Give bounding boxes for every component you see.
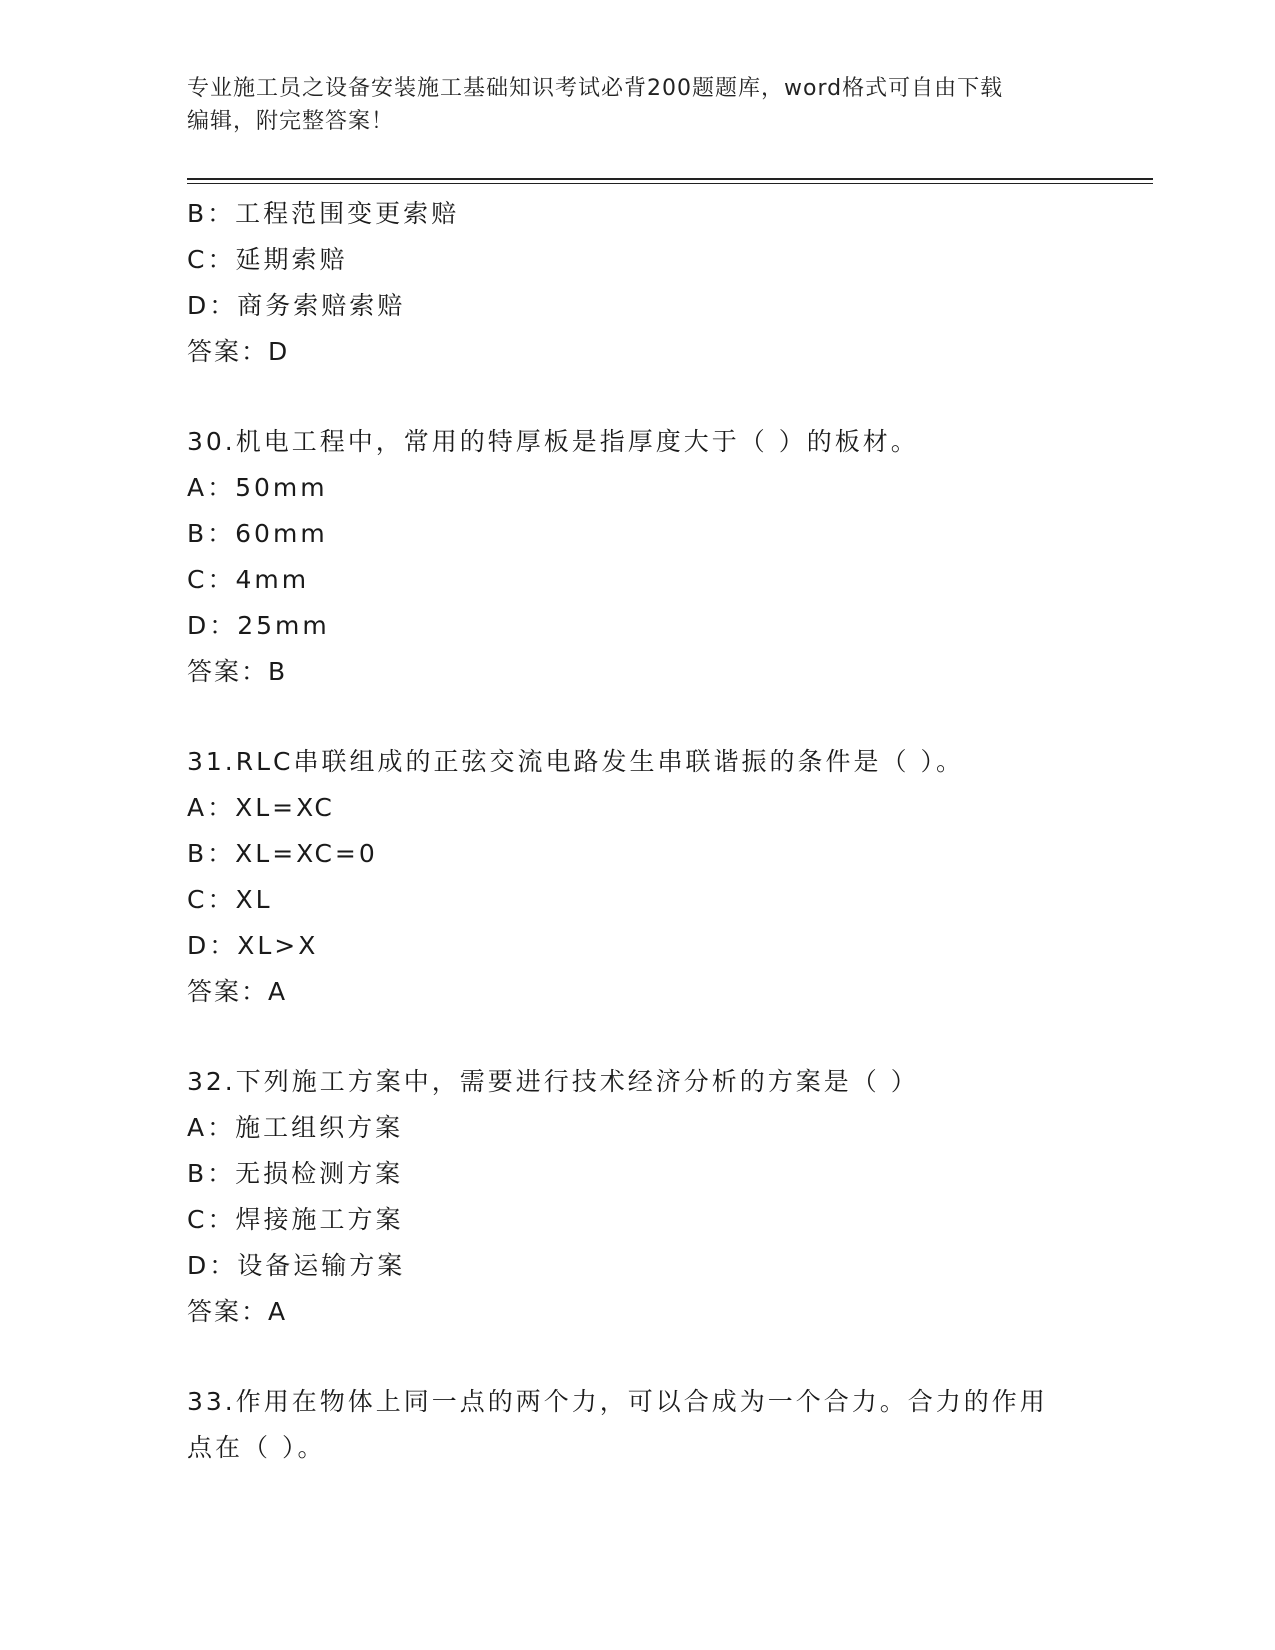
question-stem-line-1: 33.作用在物体上同一点的两个力，可以合成为一个合力。合力的作用 (187, 1387, 1048, 1416)
answer-line: 答案：D (187, 337, 290, 366)
question-33 (187, 1379, 1087, 1471)
option-a: A：XL=XC (187, 793, 335, 822)
option-b: B：60mm (187, 519, 328, 548)
option-c: C：延期索赔 (187, 245, 348, 274)
option-a: A：50mm (187, 473, 328, 502)
header-title-line-2: 编辑，附完整答案！ (187, 109, 395, 134)
question-stem: 31.RLC串联组成的正弦交流电路发生串联谐振的条件是（ ）。 (187, 747, 964, 776)
option-d: D：设备运输方案 (187, 1251, 406, 1280)
question-31 (187, 739, 1087, 1015)
question-stem: 32.下列施工方案中，需要进行技术经济分析的方案是（ ） (187, 1067, 919, 1096)
header-divider-thick (187, 178, 1153, 180)
document-header (187, 72, 1087, 138)
option-d: D：25mm (187, 611, 330, 640)
question-list (187, 191, 1087, 1471)
question-stem: 30.机电工程中，常用的特厚板是指厚度大于（ ）的板材。 (187, 427, 919, 456)
option-b: B：无损检测方案 (187, 1159, 404, 1188)
question-29-continuation (187, 191, 1087, 375)
answer-line: 答案：B (187, 657, 288, 686)
option-c: C：4mm (187, 565, 310, 594)
question-30 (187, 419, 1087, 695)
header-title-line-1: 专业施工员之设备安装施工基础知识考试必背200题题库，word格式可自由下载 (187, 76, 1004, 101)
option-c: C：焊接施工方案 (187, 1205, 404, 1234)
question-32 (187, 1059, 1087, 1335)
answer-line: 答案：A (187, 1297, 288, 1326)
option-b: B：XL=XC=0 (187, 839, 378, 868)
option-d: D：商务索赔索赔 (187, 291, 406, 320)
header-divider-thin (187, 183, 1153, 184)
question-stem-line-2: 点在（ ）。 (187, 1433, 326, 1462)
option-c: C：XL (187, 885, 273, 914)
option-d: D：XL>X (187, 931, 319, 960)
option-b: B：工程范围变更索赔 (187, 199, 460, 228)
answer-line: 答案：A (187, 977, 288, 1006)
option-a: A：施工组织方案 (187, 1113, 404, 1142)
